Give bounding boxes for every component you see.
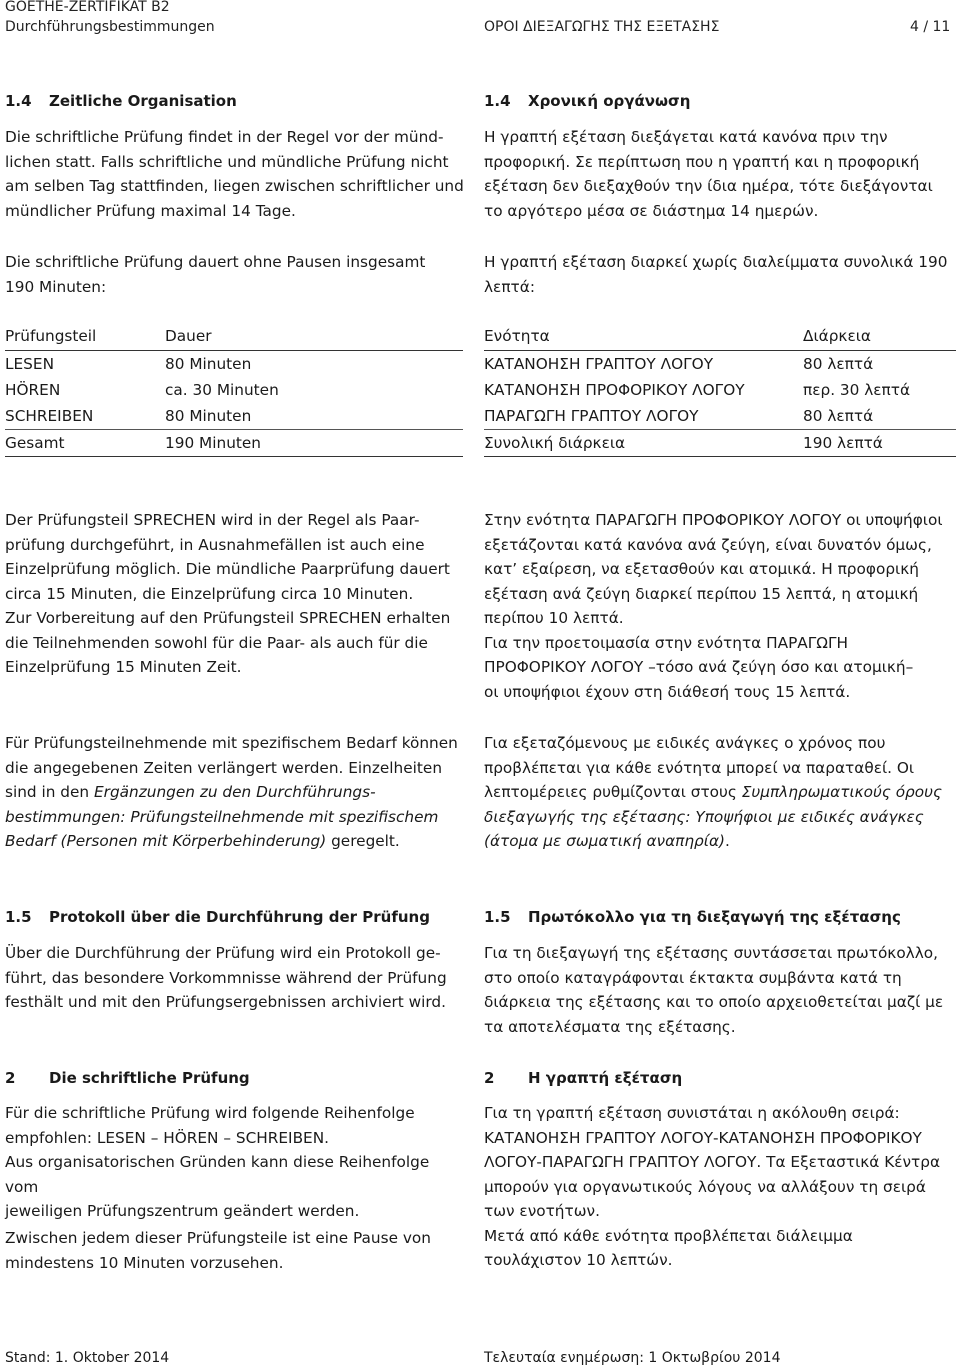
heading-2-de (5, 1068, 250, 1088)
duration-table-de (5, 322, 463, 457)
page-number: 4 / 11 (910, 19, 951, 35)
document-reference: Ergänzungen zu den Durchführungs- bestimmungen: Prüfungsteilnehmende mit spezifischem Bedarf (Personen mit Körperbehinderung) (5, 783, 439, 850)
heading-1-4-el (484, 91, 690, 111)
section-number: 1.5 (484, 908, 511, 926)
table-cell: 80 λεπτά (803, 407, 874, 425)
section-title: Χρονική οργάνωση (528, 92, 691, 110)
table-cell: 80 Minuten (165, 407, 252, 425)
table-row (5, 351, 463, 378)
document-reference: Συμπληρωματικούς όρους διεξαγωγής της εξέτασης: Υποψήφιοι με ειδικές ανάγκες (άτομα με σωματική αναπηρία) (484, 783, 942, 850)
column-header: Διάρκεια (803, 322, 956, 351)
table-cell: Gesamt (5, 430, 165, 457)
paragraph-special-needs-el (484, 731, 954, 854)
table-cell: Συνολική διάρκεια (484, 430, 803, 457)
paragraph-duration-el: Η γραπτή εξέταση διαρκεί χωρίς διαλείμματα συνολικά 190 λεπτά: (484, 253, 948, 296)
heading-1-5-de (5, 907, 430, 927)
table-row (5, 377, 463, 403)
text-run: Für Prüfungsteilnehmende mit spezifischem Bedarf können die angegebenen Zeiten verlängert werden. Einzelheiten sind in den (5, 734, 458, 801)
table-cell: LESEN (5, 355, 55, 373)
paragraph-order-de: Für die schriftliche Prüfung wird folgende Reihenfolge empfohlen: LESEN – HÖREN – SCHREIBEN. Aus organisatorischen Gründen kann diese Reihenfolge vom jeweiligen Prüfungszentrum geändert werden. (5, 1104, 430, 1220)
heading-1-5-el (484, 907, 901, 927)
section-title: Protokoll über die Durchführung der Prüfung (49, 908, 430, 926)
paragraph-sprechen-el: Στην ενότητα ΠΑΡΑΓΩΓΗ ΠΡΟΦΟΡΙΚΟΥ ΛΟΓΟΥ οι υποψήφιοι εξετάζονται κατά κανόνα ανά ζεύγη, είναι δυνατόν όμως, κατ’ εξαίρεση, να εξετασθούν και ατομικά. Η προφορική εξέταση ανά ζεύγη διαρκεί περίπου 15 λεπτά, η ατομική περίπου 10 λεπτά. Για την προετοιμασία στην ενότητα ΠΑΡΑΓΩΓΗ ΠΡΟΦΟΡΙΚΟΥ ΛΟΓΟΥ –τόσο ανά ζεύγη όσο και ατομική– οι υποψήφιοι έχουν στη διάθεσή τους 15 λεπτά. (484, 511, 943, 701)
subtitle-de: Durchführungsbestimmungen (5, 19, 215, 35)
table-cell: 190 λεπτά (803, 430, 956, 457)
paragraph-sprechen-de: Der Prüfungsteil SPRECHEN wird in der Regel als Paar- prüfung durchgeführt, in Ausnahmefällen ist auch eine Einzelprüfung möglich. Die mündliche Paarprüfung dauert circa 15 Minuten, die Einzelprüfung circa 10 Minuten. Zur Vorbereitung auf den Prüfungsteil SPRECHEN erhalten die Teilnehmenden sowohl für die Paar- als auch für die Einzelprüfung 15 Minuten Zeit. (5, 511, 451, 676)
paragraph-special-needs-de (5, 731, 465, 854)
paragraph-duration-de: Die schriftliche Prüfung dauert ohne Pausen insgesamt 190 Minuten: (5, 253, 426, 296)
heading-2-el (484, 1068, 682, 1088)
section-number: 2 (484, 1069, 495, 1087)
section-title: Zeitliche Organisation (49, 92, 237, 110)
table-total-row (5, 430, 463, 457)
heading-1-4-de (5, 91, 237, 111)
footer-date-el: Τελευταία ενημέρωση: 1 Οκτωβρίου 2014 (484, 1350, 781, 1366)
table-cell: περ. 30 λεπτά (803, 381, 911, 399)
duration-table-el (484, 322, 956, 457)
table-cell: SCHREIBEN (5, 407, 94, 425)
section-number: 1.5 (5, 908, 32, 926)
section-title: Πρωτόκολλο για τη διεξαγωγή της εξέτασης (528, 908, 901, 926)
table-total-row (484, 430, 956, 457)
table-row (5, 403, 463, 430)
paragraph-pause-de: Zwischen jedem dieser Prüfungsteile ist eine Pause von mindestens 10 Minuten vorzusehen. (5, 1229, 431, 1272)
table-cell: ΠΑΡΑΓΩΓΗ ΓΡΑΠΤΟΥ ΛΟΓΟΥ (484, 407, 699, 425)
paragraph-order-el: Για τη γραπτή εξέταση συνιστάται η ακόλουθη σειρά: ΚΑΤΑΝΟΗΣΗ ΓΡΑΠΤΟΥ ΛΟΓΟΥ-ΚΑΤΑΝΟΗΣΗ ΠΡΟΦΟΡΙΚΟΥ ΛΟΓΟΥ-ΠΑΡΑΓΩΓΗ ΓΡΑΠΤΟΥ ΛΟΓΟΥ. Τα Εξεταστικά Κέντρα μπορούν για οργανωτικούς λόγους να αλλάξουν τη σειρά των ενοτήτων. Μετά από κάθε ενότητα προβλέπεται διάλειμμα τουλάχιστον 10 λεπτών. (484, 1104, 941, 1269)
text-run: geregelt. (326, 832, 400, 850)
subtitle-el: ΟΡΟΙ ΔΙΕΞΑΓΩΓΗΣ ΤΗΣ ΕΞΕΤΑΣΗΣ (484, 19, 720, 35)
section-number: 1.4 (5, 92, 32, 110)
table-cell: 80 λεπτά (803, 355, 874, 373)
table-cell: 190 Minuten (165, 430, 463, 457)
section-number: 2 (5, 1069, 16, 1087)
table-cell: HÖREN (5, 381, 61, 399)
column-header: Prüfungsteil (5, 322, 165, 351)
table-cell: 80 Minuten (165, 355, 252, 373)
table-cell: ΚΑΤΑΝΟΗΣΗ ΠΡΟΦΟΡΙΚΟΥ ΛΟΓΟΥ (484, 381, 745, 399)
table-cell: ca. 30 Minuten (165, 381, 279, 399)
paragraph-timing-de: Die schriftliche Prüfung findet in der Regel vor der münd- lichen statt. Falls schriftliche und mündliche Prüfung nicht am selben Tag stattfinden, liegen zwischen schriftlicher und mündlicher Prüfung maximal 14 Tage. (5, 128, 464, 220)
paragraph-protocol-de: Über die Durchführung der Prüfung wird ein Protokoll ge- führt, das besondere Vorkommnisse während der Prüfung festhält und mit den Prüfungsergebnissen archiviert wird. (5, 944, 447, 1011)
text-run: . (725, 832, 730, 850)
table-header-row (484, 322, 956, 351)
table-header-row (5, 322, 463, 351)
table-cell: ΚΑΤΑΝΟΗΣΗ ΓΡΑΠΤΟΥ ΛΟΓΟΥ (484, 355, 714, 373)
column-header: Dauer (165, 322, 463, 351)
section-number: 1.4 (484, 92, 511, 110)
table-row (484, 377, 956, 403)
paragraph-timing-el: Η γραπτή εξέταση διεξάγεται κατά κανόνα πριν την προφορική. Σε περίπτωση που η γραπτή και η προφορική εξέταση δεν διεξαχθούν την ίδια ημέρα, τότε διεξάγονται το αργότερο μέσα σε διάστημα 14 ημερών. (484, 128, 933, 220)
footer-date-de: Stand: 1. Oktober 2014 (5, 1350, 170, 1366)
section-title: Die schriftliche Prüfung (49, 1069, 250, 1087)
column-header: Ενότητα (484, 322, 803, 351)
paragraph-protocol-el: Για τη διεξαγωγή της εξέτασης συντάσσεται πρωτόκολλο, στο οποίο καταγράφονται έκτακτα συμβάντα κατά τη διάρκεια της εξέτασης και το οποίο αρχειοθετείται μαζί με τα αποτελέσματα της εξέτασης. (484, 944, 944, 1036)
text-run: Για εξεταζόμενους με ειδικές ανάγκες ο χρόνος που προβλέπεται για κάθε ενότητα μπορεί να παραταθεί. Οι λεπτομέρειες ρυθμίζονται στους (484, 734, 915, 801)
section-title: Η γραπτή εξέταση (528, 1069, 683, 1087)
table-row (484, 351, 956, 378)
table-row (484, 403, 956, 430)
brand-title: GOETHE-ZERTIFIKAT B2 (5, 0, 170, 15)
